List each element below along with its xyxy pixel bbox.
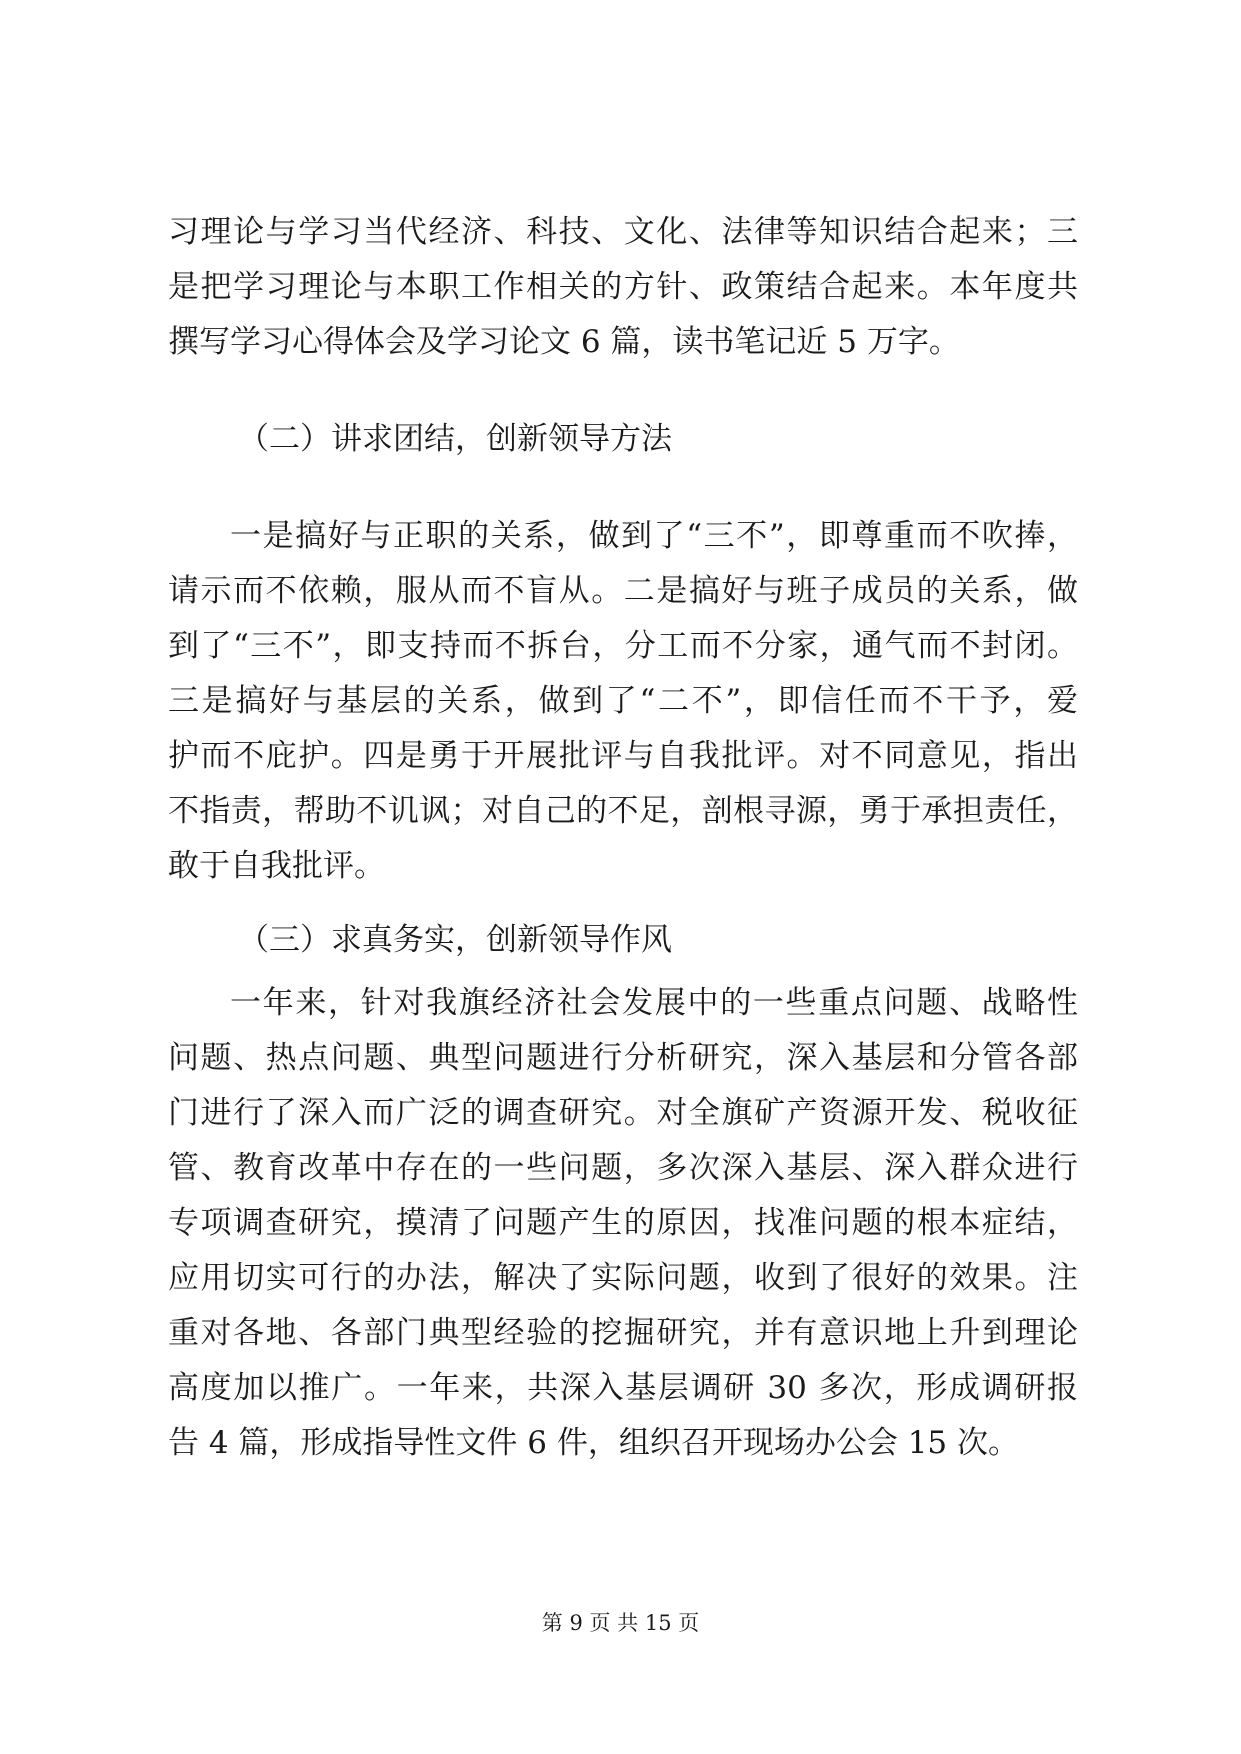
page-number-footer: 第 9 页 共 15 页: [541, 1611, 700, 1635]
section-heading-2: （二）讲求团结，创新领导方法: [238, 421, 672, 457]
body-line: 习理论与学习当代经济、科技、文化、法律等知识结合起来；三: [168, 214, 1078, 250]
body-line: 一是搞好与正职的关系，做到了“三不”，即尊重而不吹捧，: [230, 518, 1078, 554]
body-line: 高度加以推广。一年来，共深入基层调研 30 多次，形成调研报: [168, 1370, 1078, 1406]
body-line: 敢于自我批评。: [168, 848, 385, 884]
body-line: 到了“三不”，即支持而不拆台，分工而不分家，通气而不封闭。: [168, 628, 1078, 664]
body-line: 应用切实可行的办法，解决了实际问题，收到了很好的效果。注: [168, 1260, 1078, 1296]
body-line: 重对各地、各部门典型经验的挖掘研究，并有意识地上升到理论: [168, 1315, 1078, 1351]
body-line: 请示而不依赖，服从而不盲从。二是搞好与班子成员的关系，做: [168, 573, 1078, 609]
section-heading-3: （三）求真务实，创新领导作风: [238, 922, 672, 958]
body-line: 告 4 篇，形成指导性文件 6 件，组织召开现场办公会 15 次。: [168, 1425, 1020, 1461]
body-line: 是把学习理论与本职工作相关的方针、政策结合起来。本年度共: [168, 269, 1078, 305]
body-line: 管、教育改革中存在的一些问题，多次深入基层、深入群众进行: [168, 1150, 1078, 1186]
body-line: 一年来，针对我旗经济社会发展中的一些重点问题、战略性: [230, 985, 1078, 1021]
body-line: 门进行了深入而广泛的调查研究。对全旗矿产资源开发、税收征: [168, 1095, 1078, 1131]
body-line: 护而不庇护。四是勇于开展批评与自我批评。对不同意见，指出: [168, 738, 1078, 774]
body-line: 专项调查研究，摸清了问题产生的原因，找准问题的根本症结，: [168, 1205, 1078, 1241]
body-line: 撰写学习心得体会及学习论文 6 篇，读书笔记近 5 万字。: [168, 324, 960, 360]
body-line: 三是搞好与基层的关系，做到了“二不”，即信任而不干予，爱: [168, 683, 1078, 719]
body-line: 不指责，帮助不讥讽；对自己的不足，剖根寻源，勇于承担责任，: [168, 793, 1078, 829]
body-line: 问题、热点问题、典型问题进行分析研究，深入基层和分管各部: [168, 1040, 1078, 1076]
